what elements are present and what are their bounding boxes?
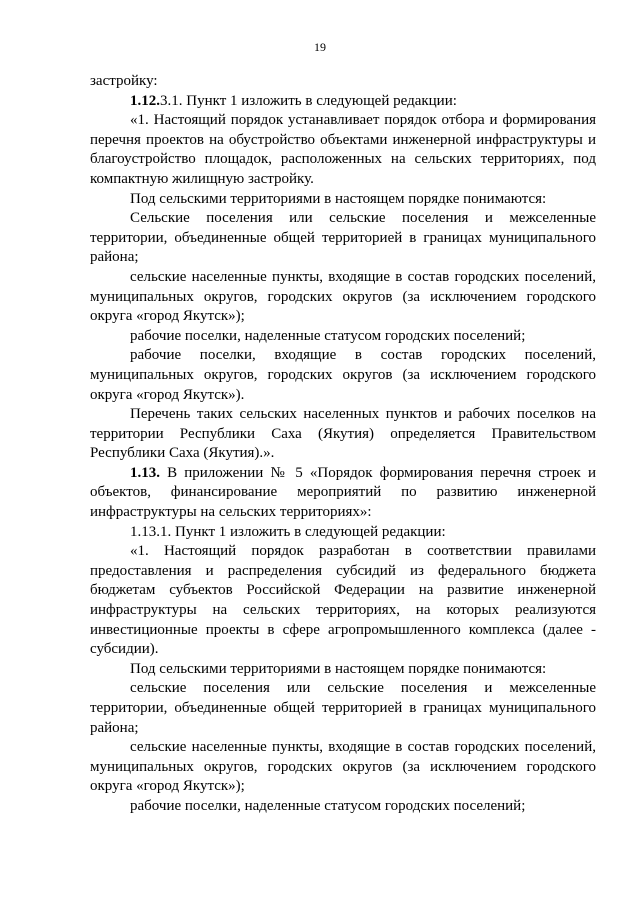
paragraph xyxy=(90,542,596,660)
paragraph-text: рабочие поселки, наделенные статусом городских поселений; xyxy=(130,327,526,344)
paragraph-text: Под сельскими территориями в настоящем порядке понимаются: xyxy=(130,190,547,207)
paragraph-text: «1. Настоящий порядок устанавливает порядок отбора и формирования перечня проектов на обустройство объектами инженерной инфраструктуры и благоустройство площадок, расположенных на сельских территориях, под компактную жилищную застройку. xyxy=(90,112,596,187)
paragraph xyxy=(90,738,596,797)
paragraph-text: сельские населенные пункты, входящие в состав городских поселений, муниципальных округов, городских округов (за исключением городского округа «город Якутск»); xyxy=(90,268,596,325)
paragraph xyxy=(90,92,596,112)
paragraph-text: Под сельскими территориями в настоящем порядке понимаются: xyxy=(130,660,547,677)
paragraph xyxy=(90,464,596,523)
paragraph-text: Перечень таких сельских населенных пунктов и рабочих поселков на территории Республики Саха (Якутия) определяется Правительством Республики Саха (Якутия).». xyxy=(90,406,596,462)
paragraph-text: застройку: xyxy=(90,73,158,89)
clause-number: 1.12. xyxy=(130,92,160,109)
paragraph xyxy=(90,72,596,92)
paragraph-text: сельские населенные пункты, входящие в состав городских поселений, муниципальных округов, городских округов (за исключением городского округа «город Якутск»); xyxy=(90,739,596,795)
paragraph xyxy=(90,111,596,189)
paragraph-text: «1. Настоящий порядок разработан в соответствии правилами предоставления и распределения субсидий из федерального бюджета бюджетам субъектов Российской Федерации на развитие инженерной инфраструктуры на сельских территориях, на которых реализуются инвестиционные проекты в сфере агропромышленного комплекса (далее - субсидии). xyxy=(90,543,596,658)
paragraph-text: сельские поселения или сельские поселения и межселенные территории, объединенные общей территорией в границах муниципального района; xyxy=(90,680,596,736)
clause-number: 1.13. xyxy=(130,464,160,481)
paragraph-text: 1.13.1. Пункт 1 изложить в следующей редакции: xyxy=(130,523,446,540)
paragraph xyxy=(90,523,596,543)
paragraph xyxy=(90,209,596,268)
paragraph-text: 3.1. Пункт 1 изложить в следующей редакции: xyxy=(160,92,457,109)
paragraph-text: Сельские поселения или сельские поселения и межселенные территории, объединенные общей территорией в границах муниципального района; xyxy=(90,210,596,266)
paragraph-text: рабочие поселки, входящие в состав городских поселений, муниципальных округов, городских округов (за исключением городского округа «город Якутск»). xyxy=(90,347,596,403)
paragraph xyxy=(90,346,596,405)
paragraph xyxy=(90,190,596,210)
paragraph xyxy=(90,679,596,738)
document-body xyxy=(90,72,596,817)
paragraph xyxy=(90,797,596,817)
paragraph-text: В приложении № 5 «Порядок формирования перечня строек и объектов, финансирование мероприятий по развитию инженерной инфраструктуры на сельских территориях»: xyxy=(90,464,596,521)
paragraph xyxy=(90,327,596,347)
page-number: 19 xyxy=(314,40,326,54)
paragraph xyxy=(90,660,596,680)
paragraph xyxy=(90,405,596,464)
paragraph xyxy=(90,268,596,327)
paragraph-text: рабочие поселки, наделенные статусом городских поселений; xyxy=(130,797,526,814)
